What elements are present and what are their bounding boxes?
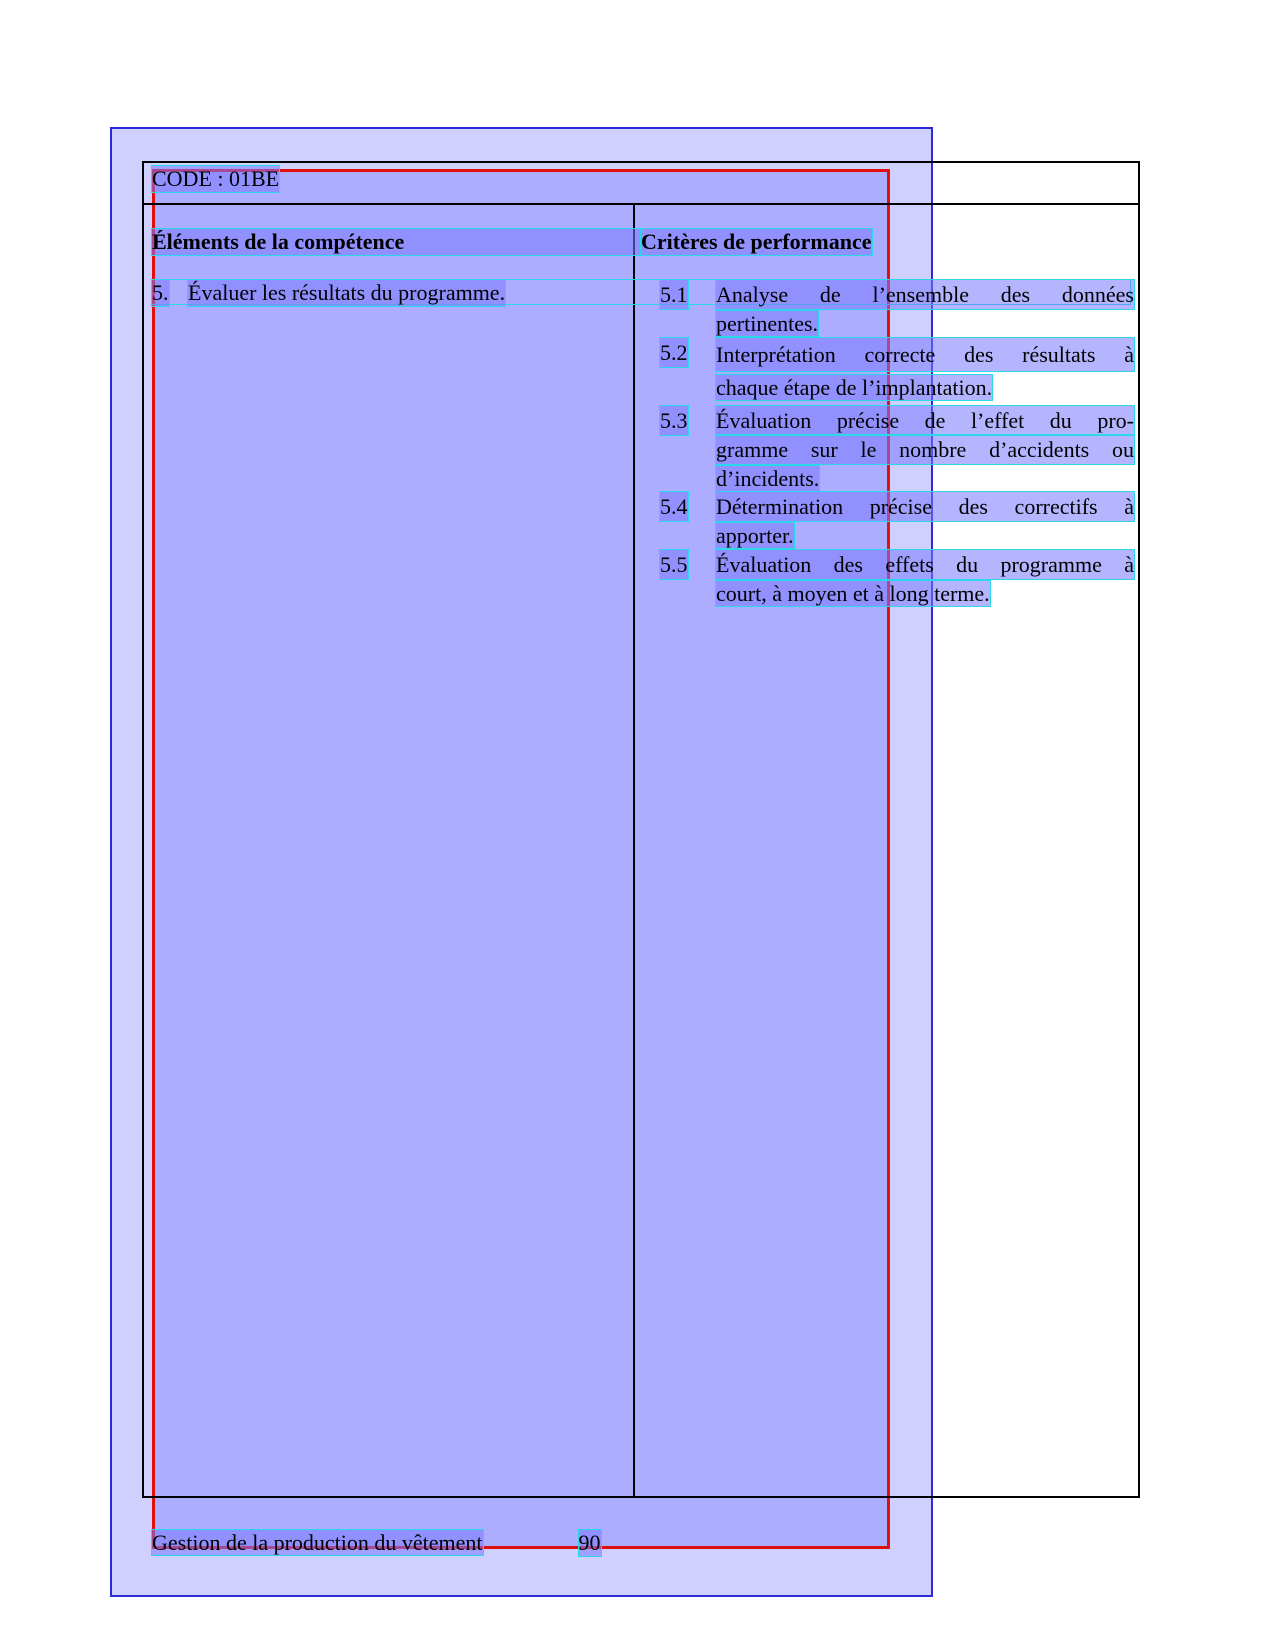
criterion-number: 5.5 bbox=[660, 552, 688, 577]
criterion-line-wrap bbox=[716, 464, 1134, 493]
criterion-line: Détermination précise des correctifs à bbox=[716, 494, 1134, 519]
criterion-line: gramme sur le nombre d’accidents ou bbox=[716, 437, 1134, 462]
column-divider bbox=[633, 205, 635, 1496]
criterion-number: 5.3 bbox=[660, 408, 688, 433]
footer-title: Gestion de la production du vêtement bbox=[152, 1530, 483, 1555]
criterion-line: court, à moyen et à long terme. bbox=[716, 581, 990, 606]
criterion-text bbox=[716, 280, 1134, 338]
criterion-line-wrap bbox=[716, 371, 1134, 404]
criteria-header: Critères de performance bbox=[641, 229, 872, 254]
element-number: 5. bbox=[152, 280, 169, 305]
criterion-line: apporter. bbox=[716, 523, 794, 548]
criterion-line-wrap bbox=[716, 579, 1134, 608]
criterion-line: Interprétation correcte des résultats à bbox=[716, 338, 1134, 371]
criterion-line-wrap bbox=[716, 521, 1134, 550]
criterion-line: Évaluation des effets du programme à bbox=[716, 552, 1134, 577]
criterion-line: pertinentes. bbox=[716, 311, 819, 336]
criterion-text bbox=[716, 492, 1134, 550]
criterion-line-wrap bbox=[716, 309, 1134, 338]
criterion-text bbox=[716, 338, 1134, 404]
criterion-number: 5.2 bbox=[660, 340, 688, 365]
criterion-text bbox=[716, 406, 1134, 493]
elements-header: Éléments de la compétence bbox=[152, 229, 640, 255]
criterion-line: d’incidents. bbox=[716, 466, 820, 491]
criterion-text bbox=[716, 550, 1134, 608]
criterion-line: Évaluation précise de l’effet du pro- bbox=[716, 408, 1134, 433]
code-label: CODE : 01BE bbox=[152, 166, 280, 191]
page-footer bbox=[152, 1530, 601, 1556]
element-text: Évaluer les résultats du programme. bbox=[188, 280, 506, 305]
header-divider bbox=[144, 203, 1138, 205]
criterion-line: Analyse de l’ensemble des données bbox=[716, 282, 1134, 307]
criterion-number: 5.4 bbox=[660, 494, 688, 519]
criterion-number: 5.1 bbox=[660, 282, 688, 307]
criterion-line: chaque étape de l’implantation. bbox=[716, 375, 993, 400]
page-number: 90 bbox=[578, 1530, 601, 1555]
